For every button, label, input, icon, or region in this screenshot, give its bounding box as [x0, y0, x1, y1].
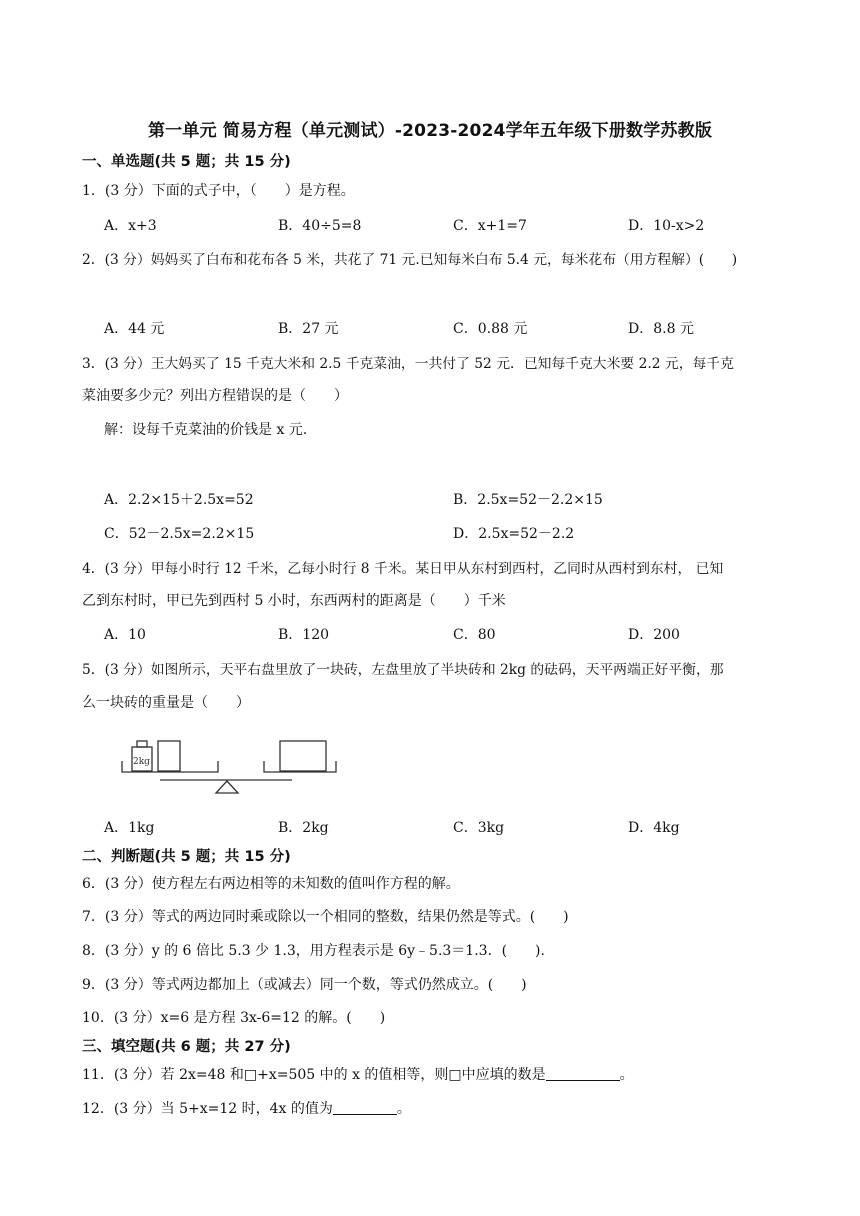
question-12: [82, 1098, 411, 1118]
question-2-text: 2．(3 分）妈妈买了白布和花布各 5 米，共花了 71 元.已知每米白布 5.4 元，每米花布（用方程解）( ): [82, 252, 738, 268]
question-5-option-b: B．2kg: [278, 820, 329, 836]
question-10-text: 10．(3 分）x=6 是方程 3x-6=12 的解。( ): [82, 1010, 386, 1026]
section-heading-single-choice: 一、单选题(共 5 题；共 15 分): [82, 154, 291, 170]
section-heading-fill-blank: 三、填空题(共 6 题；共 27 分): [82, 1039, 291, 1055]
question-5-option-c: C．3kg: [453, 820, 505, 836]
question-4-option-c: C．80: [453, 627, 496, 643]
answer-blank-12[interactable]: [333, 1100, 397, 1115]
answer-blank-11[interactable]: [546, 1066, 620, 1081]
page-title: 第一单元 简易方程（单元测试）-2023-2024学年五年级下册数学苏教版: [147, 121, 713, 141]
question-4-option-a: A．10: [104, 627, 146, 643]
question-1-option-d: D．10-x>2: [628, 218, 705, 234]
question-2-option-c: C．0.88 元: [453, 321, 528, 337]
balance-scale-figure: [120, 735, 342, 797]
question-11-end: 。: [619, 1067, 634, 1083]
question-3-option-b: B．2.5x=52－2.2×15: [453, 492, 603, 508]
question-11: [82, 1064, 634, 1084]
whole-brick: [280, 741, 326, 771]
question-3-option-a: A．2.2×15＋2.5x=52: [104, 492, 254, 508]
question-4-option-d: D．200: [628, 627, 680, 643]
question-12-end: 。: [396, 1101, 411, 1117]
question-1-option-b: B．40÷5=8: [278, 218, 362, 234]
question-3-line-2: 菜油要多少元？列出方程错误的是（ ）: [82, 388, 348, 404]
question-9-text: 9．(3 分）等式两边都加上（或减去）同一个数，等式仍然成立。( ): [82, 977, 527, 993]
half-brick: [158, 741, 180, 771]
question-3-option-d: D．2.5x=52－2.2: [453, 526, 575, 542]
question-2-option-d: D．8.8 元: [628, 321, 694, 337]
question-3-line-3: 解：设每千克菜油的价钱是 x 元.: [104, 422, 308, 438]
question-5-option-a: A．1kg: [104, 820, 155, 836]
question-5-line-1: 5．(3 分）如图所示，天平右盘里放了一块砖，左盘里放了半块砖和 2kg 的砝码，天平两端正好平衡，那: [82, 662, 724, 678]
question-3-option-c: C．52－2.5x=2.2×15: [104, 526, 255, 542]
question-1-option-a: A．x+3: [104, 218, 157, 234]
question-5-line-2: 么一块砖的重量是（ ）: [82, 695, 250, 711]
question-4-line-2: 乙到东村时，甲已先到西村 5 小时，东西两村的距离是（ ）千米: [82, 593, 506, 609]
weight-handle: [137, 741, 147, 747]
question-4-line-1: 4．(3 分）甲每小时行 12 千米，乙每小时行 8 千米。某日甲从东村到西村，乙同时从西村到东村， 已知: [82, 561, 724, 577]
question-1-option-c: C．x+1=7: [453, 218, 527, 234]
question-3-line-1: 3．(3 分）王大妈买了 15 千克大米和 2.5 千克菜油，一共付了 52 元．已知每千克大米要 2.2 元，每千克: [82, 356, 734, 372]
question-12-text: 12．(3 分）当 5+x=12 时，4x 的值为: [82, 1101, 333, 1117]
question-11-text: 11．(3 分）若 2x=48 和□+x=505 中的 x 的值相等，则□中应填的数是: [82, 1067, 546, 1083]
question-7-text: 7．(3 分）等式的两边同时乘或除以一个相同的整数，结果仍然是等式。( ): [82, 909, 569, 925]
right-pan: [264, 761, 336, 772]
question-2-option-a: A．44 元: [104, 321, 165, 337]
question-2-option-b: B．27 元: [278, 321, 339, 337]
scale-fulcrum: [216, 781, 238, 793]
weight-label: 2kg: [133, 757, 150, 767]
question-4-option-b: B．120: [278, 627, 330, 643]
question-1-text: 1．(3 分）下面的式子中，（ ）是方程。: [82, 183, 355, 199]
question-8-text: 8．(3 分）y 的 6 倍比 5.3 少 1.3，用方程表示是 6y﹣5.3＝1.3．( ).: [82, 943, 545, 959]
question-6-text: 6．(3 分）使方程左右两边相等的未知数的值叫作方程的解。: [82, 876, 460, 892]
question-5-option-d: D．4kg: [628, 820, 680, 836]
section-heading-true-false: 二、判断题(共 5 题；共 15 分): [82, 849, 291, 865]
